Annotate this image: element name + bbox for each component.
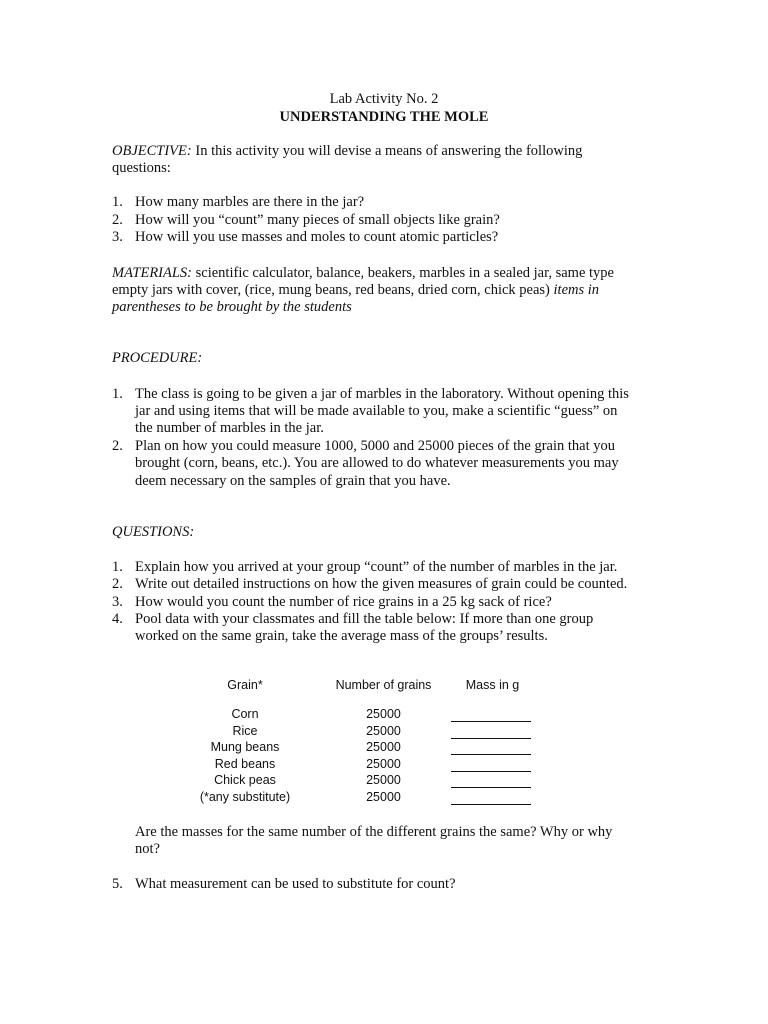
materials-text: scientific calculator, balance, beakers, marbles in a sealed jar, same type — [192, 265, 614, 281]
table-cell-count: 25000 — [366, 790, 401, 804]
mass-blank-line[interactable] — [451, 771, 531, 772]
procedure-item-number: 2. — [112, 438, 123, 454]
mass-blank-line[interactable] — [451, 804, 531, 805]
question-number: 3. — [112, 594, 123, 610]
followup-question: Are the masses for the same number of the different grains the same? Why or why — [135, 824, 613, 840]
materials-label: MATERIALS: — [112, 265, 193, 281]
materials-line2 — [112, 282, 599, 299]
question-text: What measurement can be used to substitute for count? — [135, 876, 456, 892]
mass-blank-line[interactable] — [451, 754, 531, 755]
table-cell-count: 25000 — [366, 757, 401, 771]
objective-paragraph — [112, 143, 582, 160]
question-text: Pool data with your classmates and fill the table below: If more than one group — [135, 611, 594, 627]
table-header-count: Number of grains — [335, 678, 432, 692]
question-number: 1. — [112, 559, 123, 575]
mass-blank-line[interactable] — [451, 787, 531, 788]
materials-note-line3: parentheses to be brought by the students — [112, 299, 352, 315]
procedure-label: PROCEDURE: — [112, 350, 203, 366]
procedure-item-line: brought (corn, beans, etc.). You are allowed to do whatever measurements you may — [135, 455, 619, 471]
table-cell-grain: Mung beans — [210, 740, 280, 754]
materials-text: empty jars with cover, (rice, mung beans, red beans, dried corn, chick peas) — [112, 282, 554, 298]
objective-text-line2: questions: — [112, 160, 171, 176]
procedure-item-line: jar and using items that will be made available to you, make a scientific “guess” on — [135, 403, 618, 419]
objective-item-number: 1. — [112, 194, 123, 210]
question-number: 4. — [112, 611, 123, 627]
mass-blank-line[interactable] — [451, 738, 531, 739]
objective-item-number: 3. — [112, 229, 123, 245]
table-cell-count: 25000 — [366, 773, 401, 787]
materials-note: items in — [553, 282, 600, 298]
procedure-item-number: 1. — [112, 386, 123, 402]
objective-item: How will you use masses and moles to count atomic particles? — [135, 229, 499, 245]
mass-blank-line[interactable] — [451, 721, 531, 722]
table-header-mass: Mass in g — [465, 678, 520, 692]
table-cell-grain: Red beans — [214, 757, 276, 771]
question-text: Write out detailed instructions on how the given measures of grain could be counted. — [135, 576, 628, 592]
objective-item: How will you “count” many pieces of small objects like grain? — [135, 212, 500, 228]
table-cell-count: 25000 — [366, 707, 401, 721]
objective-label: OBJECTIVE: — [112, 143, 192, 159]
question-number: 5. — [112, 876, 123, 892]
followup-question-line2: not? — [135, 841, 160, 857]
question-number: 2. — [112, 576, 123, 592]
activity-number: Lab Activity No. 2 — [329, 91, 439, 107]
objective-item: How many marbles are there in the jar? — [135, 194, 365, 210]
procedure-item-line: the number of marbles in the jar. — [135, 420, 324, 436]
table-cell-grain: (*any substitute) — [199, 790, 291, 804]
table-cell-grain: Corn — [231, 707, 259, 721]
table-header-grain: Grain* — [227, 678, 263, 692]
procedure-item-line: deem necessary on the samples of grain that you have. — [135, 473, 451, 489]
table-cell-grain: Chick peas — [214, 773, 276, 787]
procedure-item-line: Plan on how you could measure 1000, 5000 and 25000 pieces of the grain that you — [135, 438, 616, 454]
table-cell-grain: Rice — [232, 724, 258, 738]
materials-paragraph — [112, 265, 614, 282]
question-text: worked on the same grain, take the average mass of the groups’ results. — [135, 628, 548, 644]
table-cell-count: 25000 — [366, 724, 401, 738]
question-text: How would you count the number of rice grains in a 25 kg sack of rice? — [135, 594, 552, 610]
question-text: Explain how you arrived at your group “count” of the number of marbles in the jar. — [135, 559, 618, 575]
objective-item-number: 2. — [112, 212, 123, 228]
objective-text: In this activity you will devise a means of answering the following — [191, 143, 583, 159]
procedure-item-line: The class is going to be given a jar of marbles in the laboratory. Without opening this — [135, 386, 629, 402]
table-cell-count: 25000 — [366, 740, 401, 754]
questions-label: QUESTIONS: — [112, 524, 195, 540]
page-title: UNDERSTANDING THE MOLE — [279, 109, 489, 125]
